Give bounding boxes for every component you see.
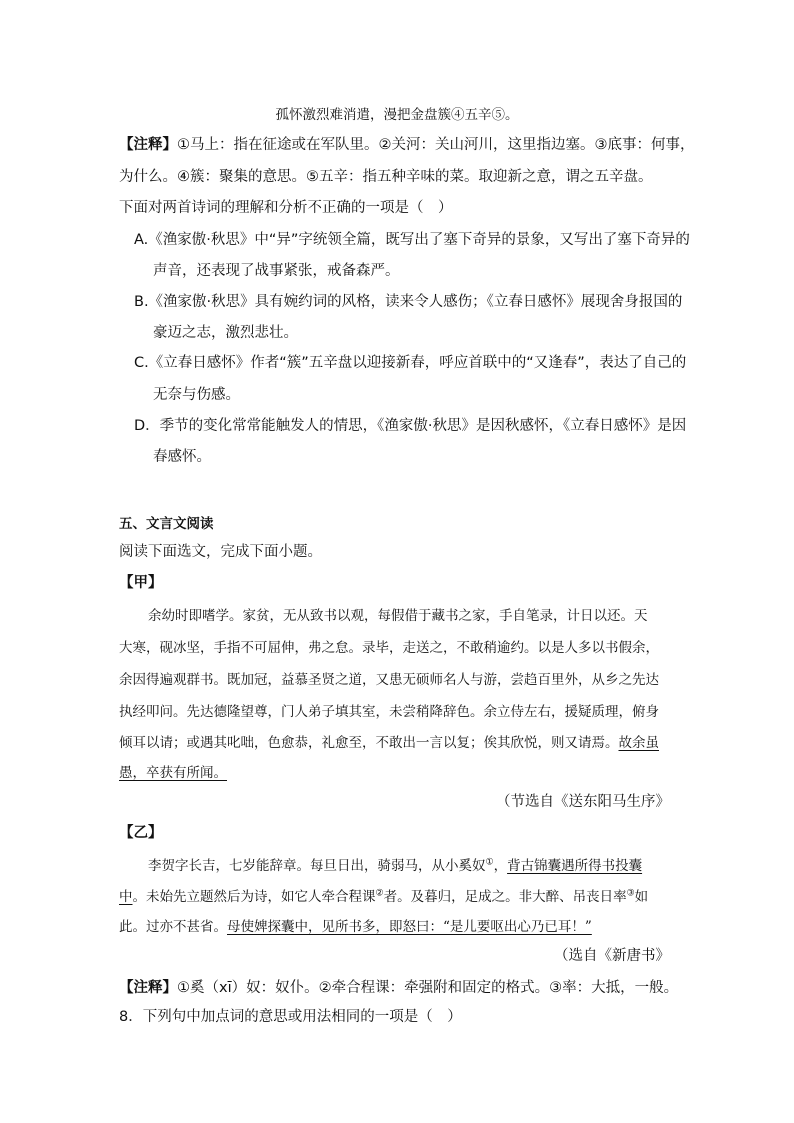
option-b-line-1: B.《渔家傲·秋思》具有婉约词的风格，读来令人感伤；《立春日感怀》展现舍身报国的	[134, 294, 683, 310]
underlined-sentence: 故余虽	[618, 735, 659, 751]
section-title: 五、文言文阅读	[119, 516, 214, 532]
option-c-line-1: C.《立春日感怀》作者“簇”五辛盘以迎接新春，呼应首联中的“又逢春”，表达了自己的	[134, 355, 687, 371]
underlined-sentence: 背古锦囊遇所得书投囊	[507, 858, 643, 874]
passage-yi-line-3	[119, 915, 592, 935]
passage-text: 者。及暮归，足成之。非大醉、吊丧日率	[383, 889, 627, 905]
note-line-2: 为什么。④簇：聚集的意思。⑤五辛：指五种辛味的菜。取迎新之意，谓之五辛盘。	[119, 169, 653, 185]
passage-text: 。未始先立题然后为诗，如它人牵合程课	[132, 889, 376, 905]
note-bracket: 【注释】	[119, 137, 177, 153]
question-8-stem: 8．下列句中加点词的意思或用法相同的一项是（ ）	[119, 1009, 462, 1025]
note-text: ①奚（xī）奴：奴仆。②牵合程课：牵强附和固定的格式。③率：大抵，一般。	[177, 980, 679, 996]
underlined-sentence: 母使婢探囊中，见所书多，即怒曰：“是儿要呕出心乃已耳！”	[227, 919, 592, 935]
footnote-marker: ①	[485, 857, 494, 868]
passage-yi-line-2	[119, 885, 648, 905]
option-b-line-2: 豪迈之志，激烈悲壮。	[153, 325, 298, 341]
passage-jia-line-5	[119, 731, 659, 751]
option-a-line-1: A.《渔家傲·秋思》中“异”字统领全篇，既写出了塞下奇异的景象，又写出了塞下奇异的	[134, 232, 690, 248]
note-text: ①马上：指在征途或在军队里。②关河：关山河川，这里指边塞。③底事：何事，	[177, 137, 695, 153]
option-c-line-2: 无奈与伤感。	[153, 387, 240, 403]
passage-jia-label: 【甲】	[119, 575, 163, 591]
passage-text: 此。过亦不甚省。	[119, 919, 227, 935]
passage-text: ，	[493, 858, 508, 874]
poem-last-line: 孤怀激烈难消遣，漫把金盘簇④五辛⑤。	[275, 107, 519, 123]
passage-jia-source: （节选自《送东阳马生序》	[496, 794, 670, 810]
passage-yi-line-1	[148, 854, 642, 874]
passage-jia-line-3: 余因得遍观群书。既加冠，益慕圣贤之道，又患无硕师名人与游，尝趋百里外，从乡之先达	[119, 672, 659, 688]
option-a-line-2: 声音，还表现了战事紧张，戒备森严。	[153, 263, 400, 279]
question-7-stem: 下面对两首诗词的理解和分析不正确的一项是（ ）	[119, 200, 453, 216]
passage-jia-line-1: 余幼时即嗜学。家贫，无从致书以观，每假借于藏书之家，手自笔录，计日以还。天	[148, 608, 648, 624]
passage-yi-source: （选自《新唐书》	[554, 948, 670, 964]
footnote-marker: ②	[375, 888, 384, 899]
passage-text: 李贺字长吉，七岁能辞章。每旦日出，骑弱马，从小奚奴	[148, 858, 486, 874]
passage-jia-line-6: 愚，卒获有所闻。	[119, 765, 227, 781]
footnote-marker: ③	[626, 888, 635, 899]
passage-yi-label: 【乙】	[119, 825, 163, 841]
passage-text: 如	[634, 889, 649, 905]
passage-jia-line-2: 大寒，砚冰坚，手指不可屈伸，弗之怠。录毕，走送之，不敢稍逾约。以是人多以书假余，	[119, 640, 659, 656]
passage-text: 倾耳以请；或遇其叱咄，色愈恭，礼愈至，不敢出一言以复；俟其欣悦，则又请焉。	[119, 735, 619, 751]
passage-jia-line-4: 执经叩问。先达德隆望尊，门人弟子填其室，未尝稍降辞色。余立侍左右，援疑质理，俯身	[119, 704, 659, 720]
option-d-line-2: 春感怀。	[153, 449, 211, 465]
note-bracket: 【注释】	[119, 980, 177, 996]
option-d-line-1: D．季节的变化常常能触发人的情思，《渔家傲·秋思》是因秋感怀，《立春日感怀》是因	[134, 418, 687, 434]
note-2	[119, 976, 678, 997]
underlined-sentence: 中	[119, 889, 133, 905]
section-instruction: 阅读下面选文，完成下面小题。	[119, 544, 322, 560]
note-line-1	[119, 133, 695, 154]
